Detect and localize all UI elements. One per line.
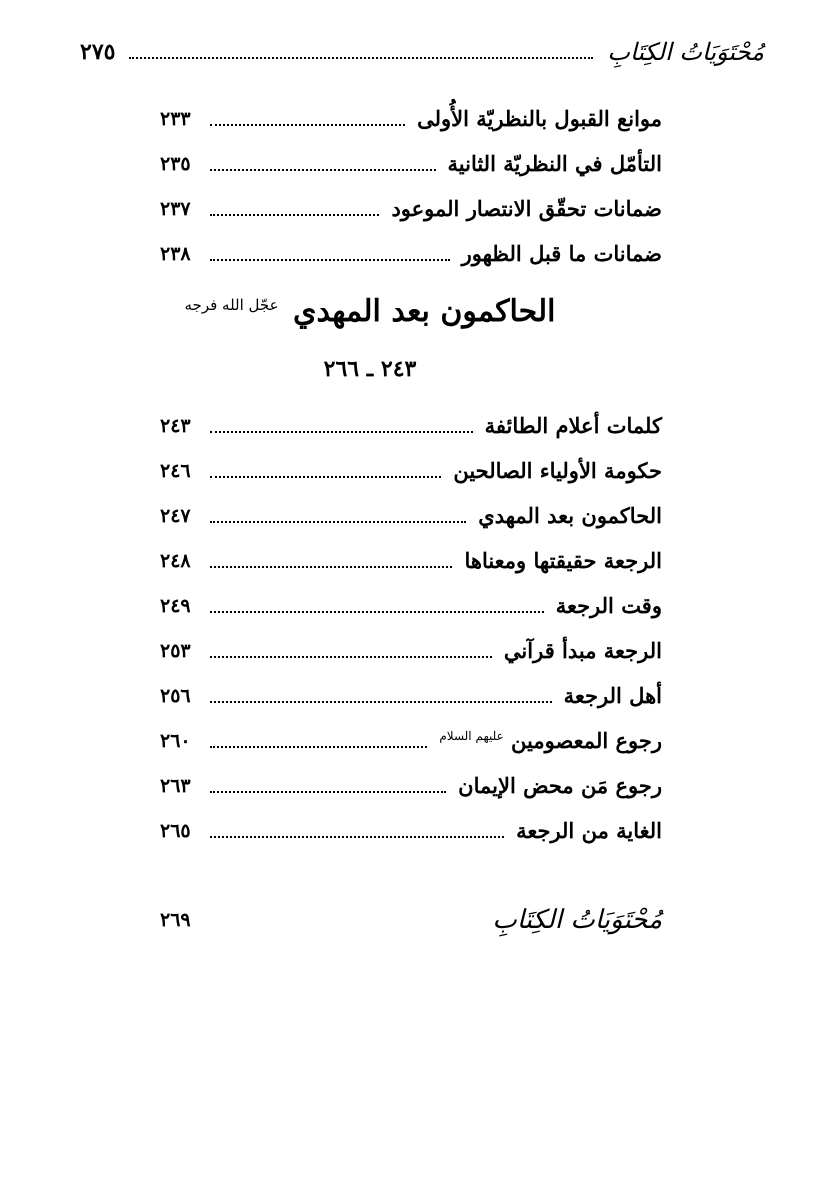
dotted-leader [210, 566, 452, 568]
toc-entry [160, 231, 662, 276]
toc-entry-page: ٢٣٨ [160, 242, 191, 265]
dotted-leader [210, 836, 504, 838]
section-page-range: ٢٤٣ ـ ٢٦٦ [323, 356, 417, 382]
running-header-title: مُحْتَوَيَاتُ الكِتَابِ [607, 38, 764, 66]
toc-entry-title: كلمات أعلام الطائفة [484, 413, 662, 438]
toc-entry-title: وقت الرجعة [555, 593, 662, 618]
toc-entry-title: ضمانات تحقّق الانتصار الموعود [391, 196, 662, 221]
toc-entry-page: ٢٦٥ [160, 819, 191, 842]
toc-entry [160, 583, 662, 628]
page-number: ٢٧٥ [80, 39, 116, 65]
honorific-mark: عجّل الله فرجه [184, 296, 279, 314]
toc-entry [160, 628, 662, 673]
toc-entry-page: ٢٤٧ [160, 504, 191, 527]
contents-entry-page: ٢٦٩ [160, 909, 191, 931]
toc-entry-page: ٢٤٣ [160, 414, 191, 437]
toc-entry [160, 186, 662, 231]
toc-entry [160, 493, 662, 538]
honorific-mark: عليهم السلام [439, 729, 504, 743]
dotted-leader [210, 611, 544, 613]
toc-entry-title: أهل الرجعة [563, 683, 662, 708]
toc-entry-page: ٢٣٣ [160, 107, 191, 130]
dotted-leader [210, 476, 441, 478]
toc-entry-title: الرجعة مبدأ قرآني [503, 638, 662, 663]
dotted-leader [210, 746, 427, 748]
dotted-leader [210, 259, 450, 261]
dotted-leader [210, 521, 466, 523]
dotted-leader [210, 701, 552, 703]
contents-entry-title: مُحْتَوَيَاتُ الكِتَابِ [492, 905, 662, 935]
dotted-leader [210, 169, 436, 171]
toc-entry-title: حكومة الأولياء الصالحين [453, 458, 662, 483]
toc-entry [160, 96, 662, 141]
toc-entry-page: ٢٣٧ [160, 197, 191, 220]
toc-entry-title [439, 728, 662, 753]
toc-list-part2 [160, 403, 662, 853]
toc-entry-title: التأمّل في النظريّة الثانية [447, 151, 662, 176]
toc-entry-title-text: رجوع المعصومين [511, 728, 662, 753]
dotted-leader [210, 214, 379, 216]
toc-entry-page: ٢٥٦ [160, 684, 191, 707]
toc-entry-title: الغاية من الرجعة [516, 818, 662, 843]
toc-entry-title: موانع القبول بالنظريّة الأُولى [417, 106, 662, 131]
toc-entry-title: ضمانات ما قبل الظهور [461, 241, 662, 266]
toc-entry-title: رجوع مَن محض الإيمان [458, 773, 662, 798]
toc-entry-page: ٢٣٥ [160, 152, 191, 175]
section-heading [160, 294, 580, 329]
toc-entry [160, 718, 662, 763]
section-heading-text: الحاكمون بعد المهدي [293, 294, 556, 329]
toc-entry-page: ٢٥٣ [160, 639, 191, 662]
running-header [80, 34, 764, 70]
toc-entry-title: الرجعة حقيقتها ومعناها [464, 548, 662, 573]
toc-entry [160, 808, 662, 853]
contents-entry [160, 898, 662, 942]
toc-entry [160, 538, 662, 583]
toc-entry-page: ٢٦٣ [160, 774, 191, 797]
dotted-leader [129, 57, 593, 59]
toc-entry-page: ٢٤٨ [160, 549, 191, 572]
toc-entry-page: ٢٦٠ [160, 729, 191, 752]
toc-entry [160, 763, 662, 808]
toc-list-part1 [160, 96, 662, 276]
toc-entry [160, 141, 662, 186]
toc-entry-page: ٢٤٦ [160, 459, 191, 482]
toc-entry-page: ٢٤٩ [160, 594, 191, 617]
dotted-leader [210, 791, 446, 793]
toc-entry [160, 673, 662, 718]
dotted-leader [210, 431, 473, 433]
toc-entry [160, 448, 662, 493]
dotted-leader [210, 124, 405, 126]
dotted-leader [210, 656, 492, 658]
toc-entry-title: الحاكمون بعد المهدي [478, 503, 662, 528]
toc-entry [160, 403, 662, 448]
